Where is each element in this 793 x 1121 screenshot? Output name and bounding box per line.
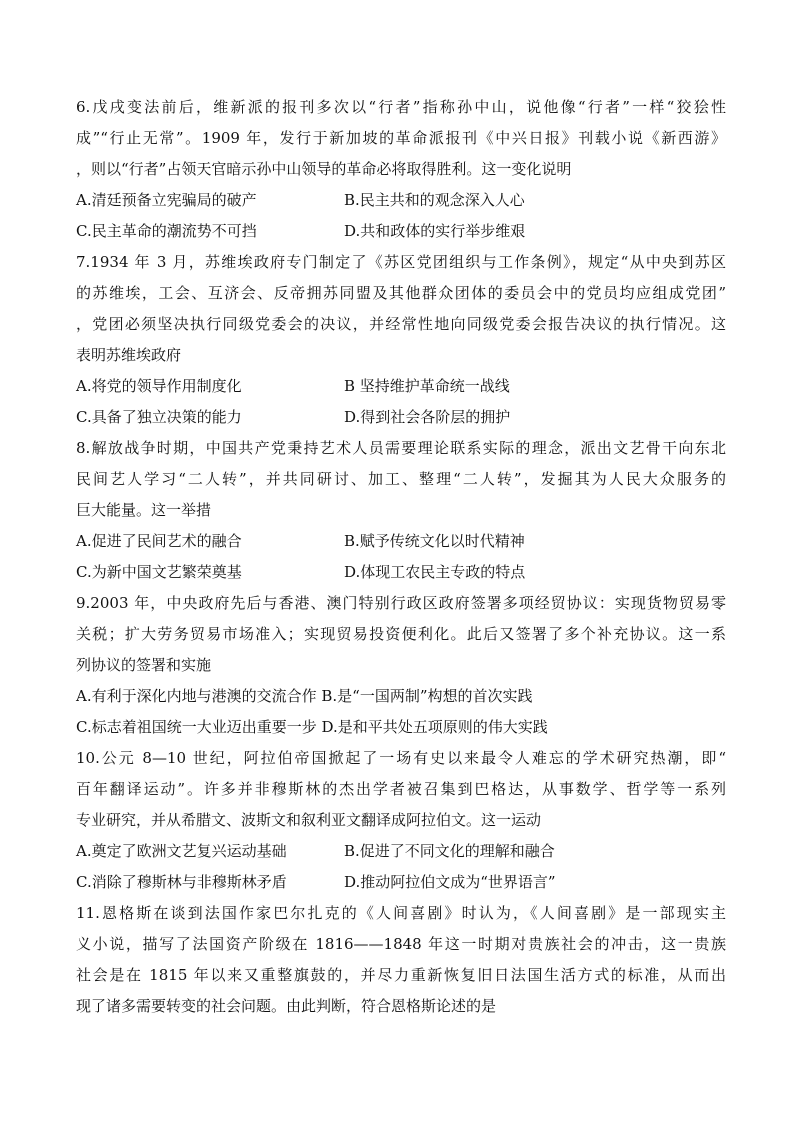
question-stem-line: 8.解放战争时期，中国共产党秉持艺术人员需要理论联系实际的理念，派出文艺骨干向东北: [76, 439, 726, 457]
option-b: B 坚持维护革命统一战线: [344, 377, 510, 395]
question-stem-line: 百年翻译运动”。许多并非穆斯林的杰出学者被召集到巴格达，从事数学、哲学等一系列: [76, 780, 726, 798]
options-row: [76, 526, 726, 557]
question-9: [76, 588, 726, 743]
options-row: [76, 557, 726, 588]
option-a: A.奠定了欧洲文艺复兴运动基础: [76, 842, 287, 860]
question-stem-line: 关税；扩大劳务贸易市场准入；实现贸易投资便利化。此后又签署了多个补充协议。这一系: [76, 625, 726, 643]
question-8: [76, 433, 726, 588]
question-10: [76, 743, 726, 898]
option-a: A.清廷预备立宪骗局的破产: [76, 191, 257, 209]
options-row: [76, 216, 726, 247]
question-stem-line: 民间艺人学习“二人转”，并共同研讨、加工、整理“二人转”，发掘其为人民大众服务的: [76, 470, 726, 488]
question-stem-line: 11.恩格斯在谈到法国作家巴尔扎克的《人间喜剧》时认为，《人间喜剧》是一部现实主: [76, 904, 726, 922]
option-d: D.得到社会各阶层的拥护: [344, 408, 511, 426]
question-stem-line: 成”“行止无常”。1909 年，发行于新加坡的革命派报刊《中兴日报》刊载小说《新西游》: [76, 129, 726, 147]
option-b: B.民主共和的观念深入人心: [344, 191, 525, 209]
question-stem-line: 列协议的签署和实施: [76, 656, 212, 674]
question-6: [76, 92, 726, 247]
options-row: [76, 836, 726, 867]
option-a: A.将党的领导作用制度化: [76, 377, 242, 395]
question-stem-line: 表明苏维埃政府: [76, 346, 182, 364]
option-c: C.为新中国文艺繁荣奠基: [76, 563, 242, 581]
question-stem-line: 巨大能量。这一举措: [76, 501, 212, 519]
question-7: [76, 247, 726, 433]
options-row: [76, 185, 726, 216]
option-b: B.促进了不同文化的理解和融合: [344, 842, 555, 860]
options-row: [76, 371, 726, 402]
question-stem-line: 义小说，描写了法国资产阶级在 1816——1848 年这一时期对贵族社会的冲击，这一贵族: [76, 935, 726, 953]
question-stem-line: ，党团必须坚决执行同级党委会的决议，并经常性地向同级党委会报告决议的执行情况。这: [76, 315, 726, 333]
options-row: [76, 402, 726, 433]
option-a: A.促进了民间艺术的融合: [76, 532, 242, 550]
option-c: C.民主革命的潮流势不可挡: [76, 222, 257, 240]
question-stem-line: 社会是在 1815 年以来又重整旗鼓的，并尽力重新恢复旧日法国生活方式的标准，从而出: [76, 966, 726, 984]
option-d: D.体现工农民主专政的特点: [344, 563, 526, 581]
question-stem-line: ，则以“行者”占领天官暗示孙中山领导的革命必将取得胜利。这一变化说明: [76, 160, 572, 178]
question-stem-line: 6.戊戌变法前后，维新派的报刊多次以“行者”指称孙中山，说他像“行者”一样“狡狯性: [76, 98, 726, 116]
option-c: C.消除了穆斯林与非穆斯林矛盾: [76, 873, 287, 891]
option-d: D.共和政体的实行举步维艰: [344, 222, 526, 240]
options-line-cd: C.标志着祖国统一大业迈出重要一步 D.是和平共处五项原则的伟大实践: [76, 718, 548, 736]
question-stem-line: 现了诸多需要转变的社会问题。由此判断，符合恩格斯论述的是: [76, 997, 497, 1015]
option-c: C.具备了独立决策的能力: [76, 408, 242, 426]
option-d: D.推动阿拉伯文成为“世界语言”: [344, 873, 556, 891]
option-b: B.赋予传统文化以时代精神: [344, 532, 525, 550]
question-stem-line: 9.2003 年，中央政府先后与香港、澳门特别行政区政府签署多项经贸协议：实现货物贸易零: [76, 594, 726, 612]
question-stem-line: 7.1934 年 3 月，苏维埃政府专门制定了《苏区党团组织与工作条例》，规定“从中央到苏区: [76, 253, 726, 271]
question-11: [76, 898, 726, 1022]
options-row: [76, 867, 726, 898]
question-stem-line: 专业研究，并从希腊文、波斯文和叙利亚文翻译成阿拉伯文。这一运动: [76, 811, 542, 829]
question-stem-line: 10.公元 8—10 世纪，阿拉伯帝国掀起了一场有史以来最令人难忘的学术研究热潮，即“: [76, 749, 726, 767]
question-stem-line: 的苏维埃，工会、互济会、反帝拥苏同盟及其他群众团体的委员会中的党员均应组成党团”: [76, 284, 726, 302]
options-line-ab: A.有利于深化内地与港澳的交流合作 B.是“一国两制”构想的首次实践: [76, 687, 533, 705]
